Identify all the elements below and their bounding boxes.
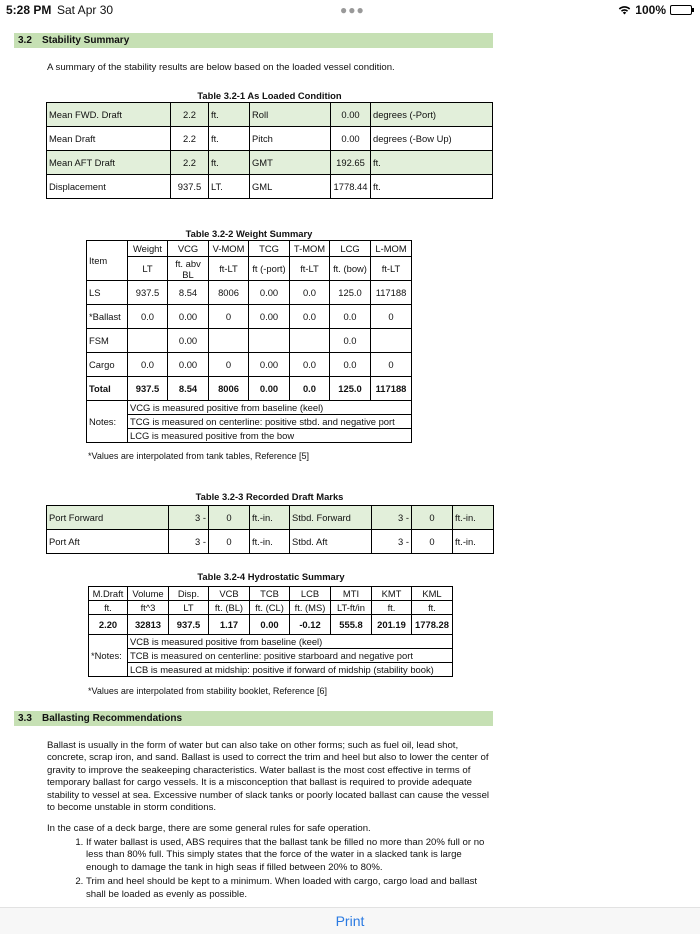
total-cell: 8.54 [168, 377, 209, 401]
header-row [89, 587, 453, 601]
table-cell: FSM [87, 329, 128, 353]
table-cell: 0.00 [168, 329, 209, 353]
column-unit: ft. [412, 601, 453, 615]
feet-value: 3 - [169, 506, 209, 530]
inch-value: 0 [412, 530, 453, 554]
row-unit: ft.-in. [250, 530, 290, 554]
table-cell [128, 329, 168, 353]
table-cell: 8.54 [168, 281, 209, 305]
column-header: T-MOM [290, 241, 330, 257]
row-unit: ft. [209, 127, 250, 151]
table-row [47, 530, 494, 554]
table-cell: 0.00 [250, 615, 290, 635]
table-cell: 0 [371, 353, 412, 377]
status-date: Sat Apr 30 [57, 3, 114, 17]
ballast-paragraph: Ballast is usually in the form of water but can also take on other forms; such as fuel oil, lead shot, concrete, scrap iron, and sand. Ballast is used to correct the trim and heel but also to lower the center of gravity to improve the seakeeping characteristics. Water ballast is the most cost effective in terms of temporary ballast for cargo vessels. It is a misconception that ballast is required to provide adequate stability to vessel at sea. Excessive number of slack tanks or poorly located ballast can cause the vessel to become unstable in storm conditions. [47, 740, 490, 814]
row-unit: degrees (-Port) [371, 103, 493, 127]
row-value: 2.2 [171, 151, 209, 175]
list-item: 1. If water ballast is used, ABS requires that the ballast tank be filled no more than 20% full or no less than 80% full. This simply states that the force of the water in a slacked tank is large enough to damage the tank in high seas if filled between 20% to 80%. [86, 837, 492, 874]
section-title: Stability Summary [42, 35, 130, 46]
column-unit: ft. (BL) [209, 601, 250, 615]
note-row [89, 649, 453, 663]
note-row [87, 415, 412, 429]
column-header: VCB [209, 587, 250, 601]
row-label: Stbd. Aft [290, 530, 372, 554]
row-unit: LT. [209, 175, 250, 199]
table-cell: 8006 [209, 281, 249, 305]
column-unit: LT [128, 257, 168, 281]
notes-label: Notes: [87, 401, 128, 443]
table-cell: 1.17 [209, 615, 250, 635]
column-header: L-MOM [371, 241, 412, 257]
table-cell: 0.00 [168, 305, 209, 329]
table-cell: 0.00 [249, 353, 290, 377]
stability-intro: A summary of the stability results are below based on the loaded vessel condition. [47, 62, 395, 73]
table-row [47, 103, 493, 127]
note-row [89, 663, 453, 677]
table-caption-draft-marks: Table 3.2-3 Recorded Draft Marks [195, 491, 344, 502]
multitasking-dots-icon[interactable]: ●●● [340, 3, 365, 17]
units-row [87, 257, 412, 281]
bottom-toolbar [0, 907, 700, 934]
column-unit: LT [169, 601, 209, 615]
note-text: TCG is measured on centerline: positive stbd. and negative port [128, 415, 412, 429]
column-header: LCG [330, 241, 371, 257]
section-header-3-2 [14, 33, 493, 48]
feet-value: 3 - [372, 530, 412, 554]
table-row [47, 127, 493, 151]
column-unit: ft. (MS) [290, 601, 331, 615]
column-header: Weight [128, 241, 168, 257]
table-row [87, 353, 412, 377]
column-unit: ft. (CL) [250, 601, 290, 615]
column-unit: ft (-port) [249, 257, 290, 281]
note-text: LCG is measured positive from the bow [128, 429, 412, 443]
column-unit: ft. abv BL [168, 257, 209, 281]
column-header: Item [87, 241, 128, 281]
feet-value: 3 - [372, 506, 412, 530]
weight-summary-table [86, 240, 412, 443]
status-right [618, 3, 692, 17]
table-cell: 201.19 [372, 615, 412, 635]
total-row [87, 377, 412, 401]
table-cell: 0 [209, 305, 249, 329]
column-unit: ft. [372, 601, 412, 615]
table-cell: 0.0 [330, 305, 371, 329]
table-row [47, 175, 493, 199]
table-cell: 0.00 [249, 305, 290, 329]
table-cell [371, 329, 412, 353]
row-label: Displacement [47, 175, 171, 199]
recorded-draft-marks-table [46, 505, 494, 554]
note-row [87, 429, 412, 443]
table-cell [209, 329, 249, 353]
table-caption-as-loaded: Table 3.2-1 As Loaded Condition [197, 90, 342, 101]
table-cell: *Ballast [87, 305, 128, 329]
table-cell: 1778.28 [412, 615, 453, 635]
section-number: 3.3 [18, 713, 32, 724]
table-cell: LS [87, 281, 128, 305]
column-header: KML [412, 587, 453, 601]
column-header: LCB [290, 587, 331, 601]
row-value: 0.00 [331, 127, 371, 151]
column-header: M.Draft [89, 587, 128, 601]
hydrostatic-summary-table [88, 586, 453, 677]
table-cell: 125.0 [330, 281, 371, 305]
total-cell: 8006 [209, 377, 249, 401]
row-unit: ft.-in. [453, 506, 494, 530]
note-row [87, 401, 412, 415]
notes-label: *Notes: [89, 635, 128, 677]
row-label: GML [250, 175, 331, 199]
row-label: Mean FWD. Draft [47, 103, 171, 127]
note-text: LCB is measured at midship: positive if forward of midship (stability book) [128, 663, 453, 677]
note-row [89, 635, 453, 649]
column-header: V-MOM [209, 241, 249, 257]
column-header: Volume [128, 587, 169, 601]
inch-value: 0 [209, 506, 250, 530]
row-unit: degrees (-Bow Up) [371, 127, 493, 151]
total-cell: 125.0 [330, 377, 371, 401]
status-time: 5:28 PM [6, 3, 52, 17]
row-label: Stbd. Forward [290, 506, 372, 530]
table-cell: 2.20 [89, 615, 128, 635]
table-cell: 0.0 [290, 353, 330, 377]
row-label: Mean AFT Draft [47, 151, 171, 175]
column-header: VCG [168, 241, 209, 257]
table-row [87, 329, 412, 353]
table-cell: 117188 [371, 281, 412, 305]
table-cell: 0.0 [330, 329, 371, 353]
table-cell: 0.00 [249, 281, 290, 305]
table-cell: 32813 [128, 615, 169, 635]
row-unit: ft.-in. [453, 530, 494, 554]
total-cell: 0.0 [290, 377, 330, 401]
status-bar [0, 0, 700, 22]
header-row [87, 241, 412, 257]
row-value: 2.2 [171, 103, 209, 127]
row-label: GMT [250, 151, 331, 175]
column-unit: ft-LT [371, 257, 412, 281]
battery-percent: 100% [635, 3, 666, 17]
row-unit: ft. [371, 151, 493, 175]
row-value: 0.00 [331, 103, 371, 127]
table-row [87, 305, 412, 329]
column-unit: ft. [89, 601, 128, 615]
inch-value: 0 [209, 530, 250, 554]
column-unit: ft^3 [128, 601, 169, 615]
row-unit: ft. [209, 151, 250, 175]
table-row [47, 151, 493, 175]
column-unit: LT-ft/in [331, 601, 372, 615]
row-label: Roll [250, 103, 331, 127]
row-label: Port Forward [47, 506, 169, 530]
row-unit: ft.-in. [250, 506, 290, 530]
deck-barge-paragraph: In the case of a deck barge, there are some general rules for safe operation. [47, 823, 371, 834]
hydrostatic-footnote: *Values are interpolated from stability booklet, Reference [6] [88, 686, 327, 696]
table-cell: 0 [209, 353, 249, 377]
column-header: KMT [372, 587, 412, 601]
table-cell: 0.00 [168, 353, 209, 377]
column-unit: ft-LT [209, 257, 249, 281]
column-header: TCB [250, 587, 290, 601]
note-text: VCG is measured positive from baseline (keel) [128, 401, 412, 415]
section-number: 3.2 [18, 35, 32, 46]
table-cell: 555.8 [331, 615, 372, 635]
table-cell [249, 329, 290, 353]
row-label: Pitch [250, 127, 331, 151]
row-value: 192.65 [331, 151, 371, 175]
table-cell: Cargo [87, 353, 128, 377]
column-unit: ft-LT [290, 257, 330, 281]
table-cell: 0.0 [330, 353, 371, 377]
table-cell [290, 329, 330, 353]
row-value: 2.2 [171, 127, 209, 151]
table-cell: 0.0 [290, 305, 330, 329]
total-cell: 0.00 [249, 377, 290, 401]
row-label: Mean Draft [47, 127, 171, 151]
table-row [87, 281, 412, 305]
total-cell: 117188 [371, 377, 412, 401]
column-header: MTI [331, 587, 372, 601]
column-header: Disp. [169, 587, 209, 601]
inch-value: 0 [412, 506, 453, 530]
table-cell: 0.0 [128, 353, 168, 377]
row-unit: ft. [209, 103, 250, 127]
row-label: Port Aft [47, 530, 169, 554]
as-loaded-condition-table [46, 102, 493, 199]
row-value: 937.5 [171, 175, 209, 199]
section-header-3-3 [14, 711, 493, 726]
feet-value: 3 - [169, 530, 209, 554]
table-cell: 0.0 [128, 305, 168, 329]
print-button[interactable]: Print [335, 913, 365, 929]
note-text: VCB is measured positive from baseline (keel) [128, 635, 453, 649]
table-row [47, 506, 494, 530]
column-unit: ft. (bow) [330, 257, 371, 281]
table-cell: 937.5 [128, 281, 168, 305]
wifi-icon [618, 5, 631, 15]
column-header: TCG [249, 241, 290, 257]
table-cell: 937.5 [169, 615, 209, 635]
list-item: 2. Trim and heel should be kept to a minimum. When loaded with cargo, cargo load and ballast shall be loaded as evenly as possible. [86, 876, 492, 901]
total-cell: 937.5 [128, 377, 168, 401]
battery-icon [670, 5, 692, 15]
weight-summary-footnote: *Values are interpolated from tank tables, Reference [5] [88, 451, 309, 461]
total-cell: Total [87, 377, 128, 401]
values-row [89, 615, 453, 635]
ballast-rules-list [66, 837, 492, 903]
row-unit: ft. [371, 175, 493, 199]
table-caption-weight-summary: Table 3.2-2 Weight Summary [185, 228, 313, 239]
table-caption-hydrostatic: Table 3.2-4 Hydrostatic Summary [197, 571, 345, 582]
document-view[interactable] [0, 22, 700, 907]
table-cell: 0 [371, 305, 412, 329]
table-cell: -0.12 [290, 615, 331, 635]
note-text: TCB is measured on centerline: positive starboard and negative port [128, 649, 453, 663]
row-value: 1778.44 [331, 175, 371, 199]
units-row [89, 601, 453, 615]
section-title: Ballasting Recommendations [42, 713, 183, 724]
table-cell: 0.0 [290, 281, 330, 305]
